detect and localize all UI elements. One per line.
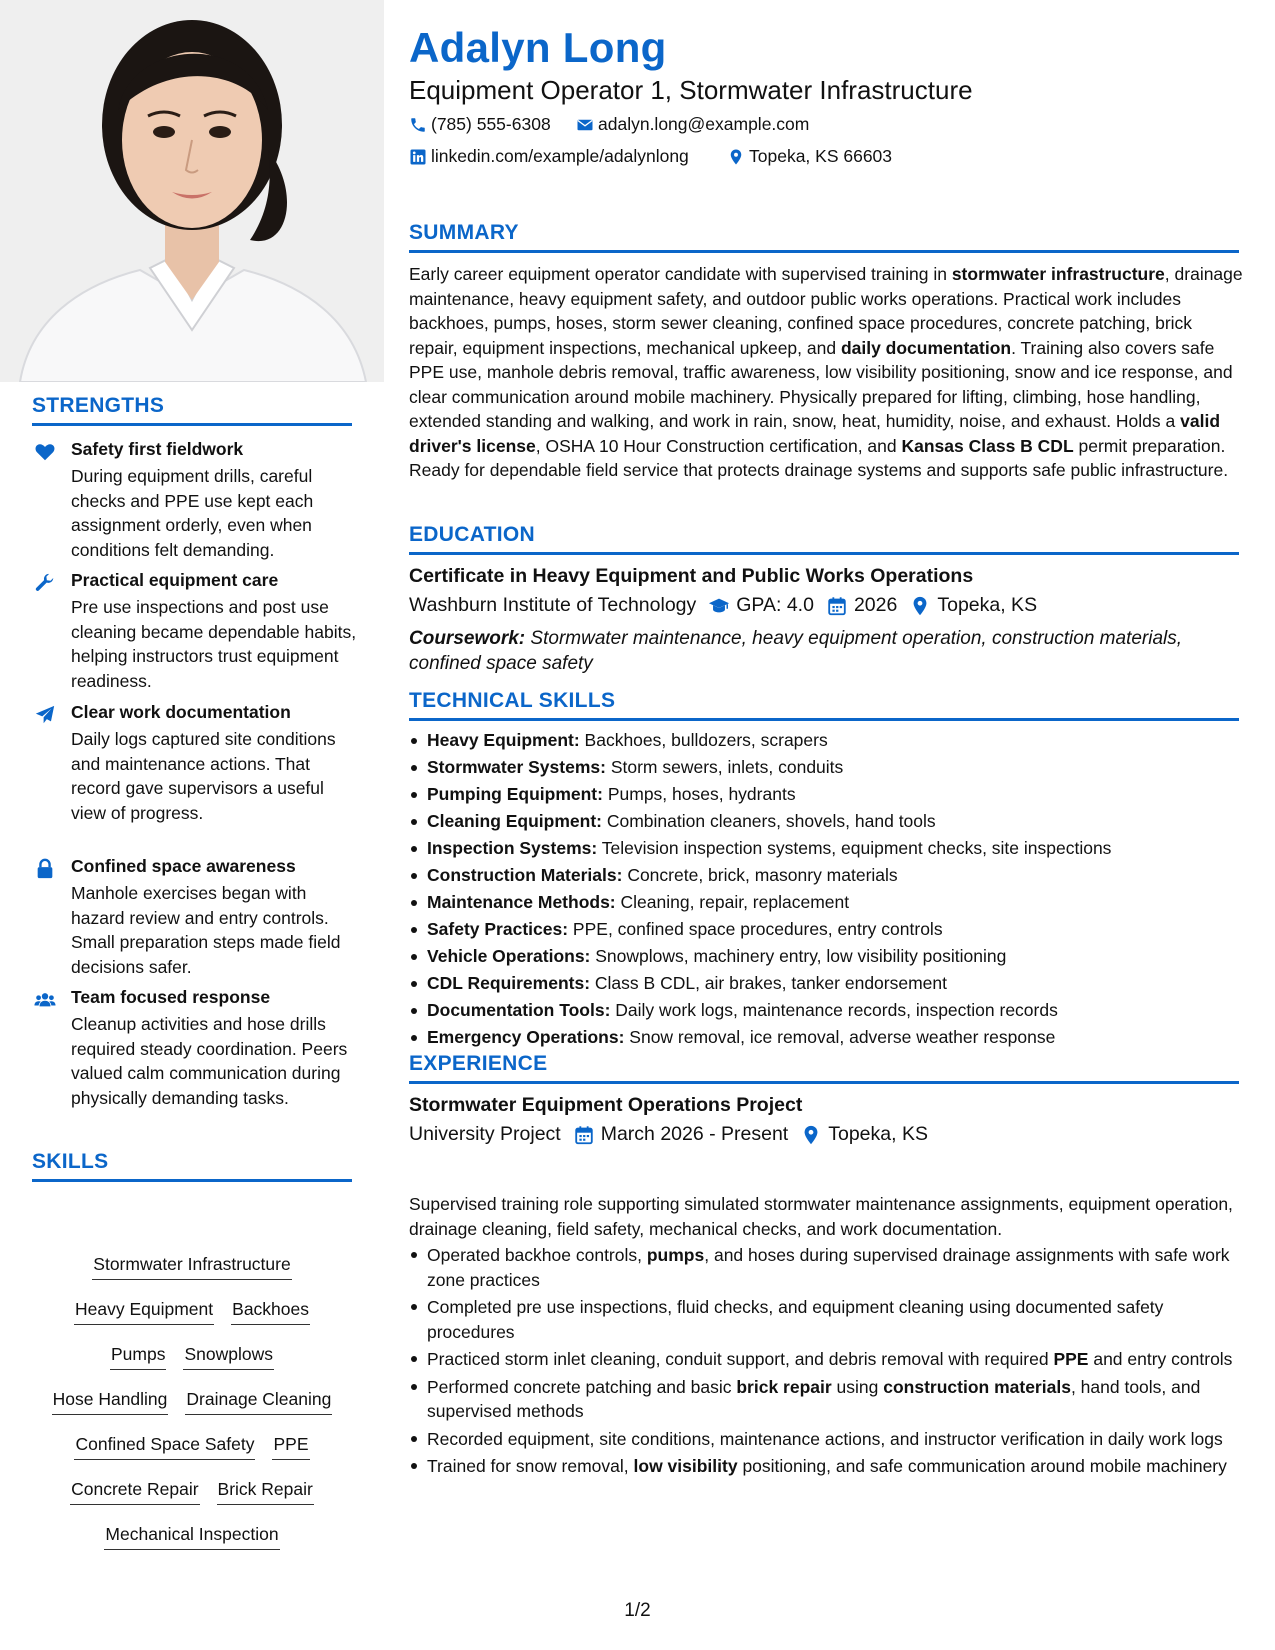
list-item [427,916,1244,943]
summary-emphasis: valid driver's license [409,411,1221,456]
list-item [427,970,1244,997]
strength-description: Cleanup activities and hose drills required steady coordination. Peers valued calm communication during physically demanding tasks. [71,1014,348,1108]
list-item [427,862,1244,889]
technical-skills-rule [409,718,1239,721]
strengths-heading: STRENGTHS [32,394,165,417]
skill-row [32,1523,352,1568]
envelope-icon [576,116,594,134]
page-number: 1/2 [624,1600,651,1621]
skill-row [32,1433,352,1478]
summary-emphasis: stormwater infrastructure [951,264,1165,284]
experience-title: Stormwater Equipment Operations Project [409,1094,803,1116]
linkedin-text: linkedin.com/example/adalynlong [431,146,689,166]
skill-row [32,1478,352,1523]
skill-category: Safety Practices: [427,919,569,939]
phone-text: (785) 555-6308 [431,114,551,134]
strength-title: Confined space awareness [71,856,296,876]
education-heading: EDUCATION [409,523,535,546]
bullet-emphasis: construction materials [883,1376,1071,1397]
skill-category: Vehicle Operations: [427,946,591,966]
coursework-label: Coursework: [409,628,526,649]
heart-icon [34,441,56,463]
experience-dates: March 2026 - Present [600,1123,789,1145]
coursework-text: Stormwater maintenance, heavy equipment operation, construction materials, confined space safety [409,628,1183,674]
strength-title: Safety first fieldwork [71,439,244,459]
map-pin-icon [727,148,745,166]
phone-contact[interactable] [409,114,551,135]
skill-tag: Confined Space Safety [74,1433,255,1460]
skill-category: Heavy Equipment: [427,730,580,750]
education-rule [409,552,1239,555]
skill-row [32,1253,352,1298]
skill-category: Pumping Equipment: [427,784,603,804]
candidate-name: Adalyn Long [409,24,667,71]
education-location: Topeka, KS [937,594,1038,616]
skill-tag: Stormwater Infrastructure [92,1253,291,1280]
strength-description: Daily logs captured site conditions and maintenance actions. That record gave supervisors a useful view of progress. [71,729,336,823]
summary-text: permit preparation. Ready for dependable field service that protects drainage systems and supports safe public infrastructure. [409,435,1229,480]
skill-values: Pumps, hoses, hydrants [602,784,796,804]
users-icon [34,989,56,1011]
skill-tag: Hose Handling [52,1388,169,1415]
skill-tag: Brick Repair [217,1478,314,1505]
skill-row [32,1343,352,1388]
phone-icon [409,116,427,134]
bullet-text: Recorded equipment, site conditions, maintenance actions, and instructor verification in daily work logs [427,1428,1223,1449]
list-item [427,727,1244,754]
bullet-emphasis: pumps [646,1245,705,1265]
list-item [427,754,1244,781]
skill-category: Maintenance Methods: [427,892,616,912]
skill-category: Inspection Systems: [427,838,598,858]
skill-tag: Backhoes [231,1298,310,1325]
skill-values: Snowplows, machinery entry, low visibility positioning [590,946,1007,966]
list-item [427,1375,1244,1424]
bullet-text: using [831,1376,884,1397]
location-contact [727,146,892,167]
skills-heading: SKILLS [32,1150,109,1173]
skill-values: Concrete, brick, masonry materials [622,865,898,885]
school-name: Washburn Institute of Technology [409,594,697,616]
skill-tag: PPE [272,1433,309,1460]
paper-plane-icon [34,704,56,726]
list-item [427,1295,1244,1344]
skill-tag: Concrete Repair [70,1478,199,1505]
location-text: Topeka, KS 66603 [749,146,893,166]
graduation-year: 2026 [853,594,898,616]
skill-category: Stormwater Systems: [427,757,606,777]
strength-description: During equipment drills, careful checks and PPE use kept each assignment orderly, even when conditions felt demanding. [71,466,314,560]
skill-category: Documentation Tools: [427,1000,611,1020]
bullet-text: , and hoses during supervised drainage assignments with safe work zone practices [427,1245,1230,1290]
skill-values: Snow removal, ice removal, adverse weather response [624,1027,1056,1047]
skill-category: Construction Materials: [427,865,623,885]
degree-title: Certificate in Heavy Equipment and Public Works Operations [409,565,974,587]
calendar-icon [826,595,848,617]
skill-tag: Drainage Cleaning [185,1388,332,1415]
organization: University Project [409,1123,561,1145]
skill-tag: Heavy Equipment [74,1298,214,1325]
gpa: GPA: 4.0 [736,594,814,616]
profile-photo [0,0,384,382]
map-pin-icon [800,1124,822,1146]
graduation-cap-icon [708,595,730,617]
list-item [427,997,1244,1024]
summary-text: . Training also covers safe PPE use, manhole debris removal, traffic awareness, low visibility positioning, snow and ice response, and clear communication around mobile machinery. Physically prepared for lifting, climbing, hose handling, extended standing and walking, and work in rain, snow, heat, humidity, noise, and exhaust. Holds a [409,337,1233,431]
summary-text: , OSHA 10 Hour Construction certification, and [535,435,902,456]
skill-values: Combination cleaners, shovels, hand tools [602,811,936,831]
bullet-text: Trained for snow removal, [427,1456,634,1476]
linkedin-icon [409,148,427,166]
email-text: adalyn.long@example.com [598,114,810,134]
strength-description: Manhole exercises began with hazard review and entry controls. Small preparation steps made field decisions safer. [71,883,341,977]
bullet-text: , hand tools, and supervised methods [427,1376,1201,1421]
skill-category: Cleaning Equipment: [427,811,602,831]
summary-paragraph [409,262,1244,483]
strength-title: Clear work documentation [71,702,291,722]
skill-tag: Pumps [110,1343,166,1370]
experience-heading: EXPERIENCE [409,1052,548,1075]
experience-bullets [409,1243,1244,1482]
skill-category: Emergency Operations: [427,1027,625,1047]
summary-text: , drainage maintenance, heavy equipment safety, and outdoor public works operations. Practical work includes backhoes, pumps, hoses, storm sewer cleaning, confined space procedures, concrete patching, brick repair, equipment inspections, mechanical upkeep, and [409,264,1243,358]
coursework [409,627,1244,676]
skills-cloud [32,1253,352,1568]
calendar-icon [573,1124,595,1146]
list-item [427,1347,1244,1372]
list-item [427,808,1244,835]
bullet-text: positioning, and safe communication around mobile machinery [737,1456,1227,1476]
linkedin-contact[interactable] [409,146,689,167]
strength-title: Team focused response [71,987,271,1007]
bullet-text: Completed pre use inspections, fluid checks, and equipment cleaning using documented safety procedures [427,1297,1164,1342]
technical-skills-list [409,727,1244,1051]
skill-values: Television inspection systems, equipment checks, site inspections [597,838,1112,858]
experience-rule [409,1081,1239,1084]
skill-values: Class B CDL, air brakes, tanker endorsement [590,973,948,993]
bullet-emphasis: PPE [1053,1349,1089,1369]
skill-row [32,1388,352,1433]
list-item [427,1024,1244,1051]
summary-rule [409,250,1239,253]
bullet-emphasis: brick repair [736,1376,832,1397]
skill-tag: Snowplows [183,1343,274,1370]
skill-values: Cleaning, repair, replacement [615,892,850,912]
list-item [427,889,1244,916]
education-meta [409,594,1037,617]
experience-location: Topeka, KS [828,1123,928,1145]
bullet-text: Practiced storm inlet cleaning, conduit support, and debris removal with required [427,1349,1054,1369]
bullet-emphasis: low visibility [633,1456,738,1476]
summary-heading: SUMMARY [409,221,519,244]
summary-emphasis: daily documentation [840,337,1012,358]
wrench-icon [34,572,56,594]
list-item [427,943,1244,970]
list-item [427,1454,1244,1479]
skill-values: PPE, confined space procedures, entry controls [568,919,943,939]
skills-rule [32,1179,352,1182]
list-item [427,1243,1244,1292]
bullet-text: Performed concrete patching and basic [427,1376,737,1397]
email-contact[interactable] [576,114,809,135]
bullet-text: and entry controls [1088,1349,1233,1369]
list-item [427,1427,1244,1452]
map-pin-icon [909,595,931,617]
skill-values: Daily work logs, maintenance records, inspection records [610,1000,1058,1020]
skill-values: Storm sewers, inlets, conduits [605,757,844,777]
bullet-text: Operated backhoe controls, [427,1245,647,1265]
strength-title: Practical equipment care [71,570,279,590]
experience-description: Supervised training role supporting simulated stormwater maintenance assignments, equipment operation, drainage cleaning, field safety, mechanical checks, and work documentation. [409,1194,1233,1239]
summary-emphasis: Kansas Class B CDL [901,435,1074,456]
technical-skills-heading: TECHNICAL SKILLS [409,689,616,712]
skill-row [32,1298,352,1343]
list-item [427,781,1244,808]
summary-text: Early career equipment operator candidate with supervised training in [409,264,952,284]
experience-meta [409,1123,928,1146]
list-item [427,835,1244,862]
strengths-rule [32,423,352,426]
skill-values: Backhoes, bulldozers, scrapers [579,730,828,750]
lock-icon [34,858,56,880]
skill-category: CDL Requirements: [427,973,591,993]
job-title: Equipment Operator 1, Stormwater Infrastructure [409,75,973,105]
skill-tag: Mechanical Inspection [104,1523,279,1550]
strength-description: Pre use inspections and post use cleaning became dependable habits, helping instructors trust equipment readiness. [71,597,357,691]
